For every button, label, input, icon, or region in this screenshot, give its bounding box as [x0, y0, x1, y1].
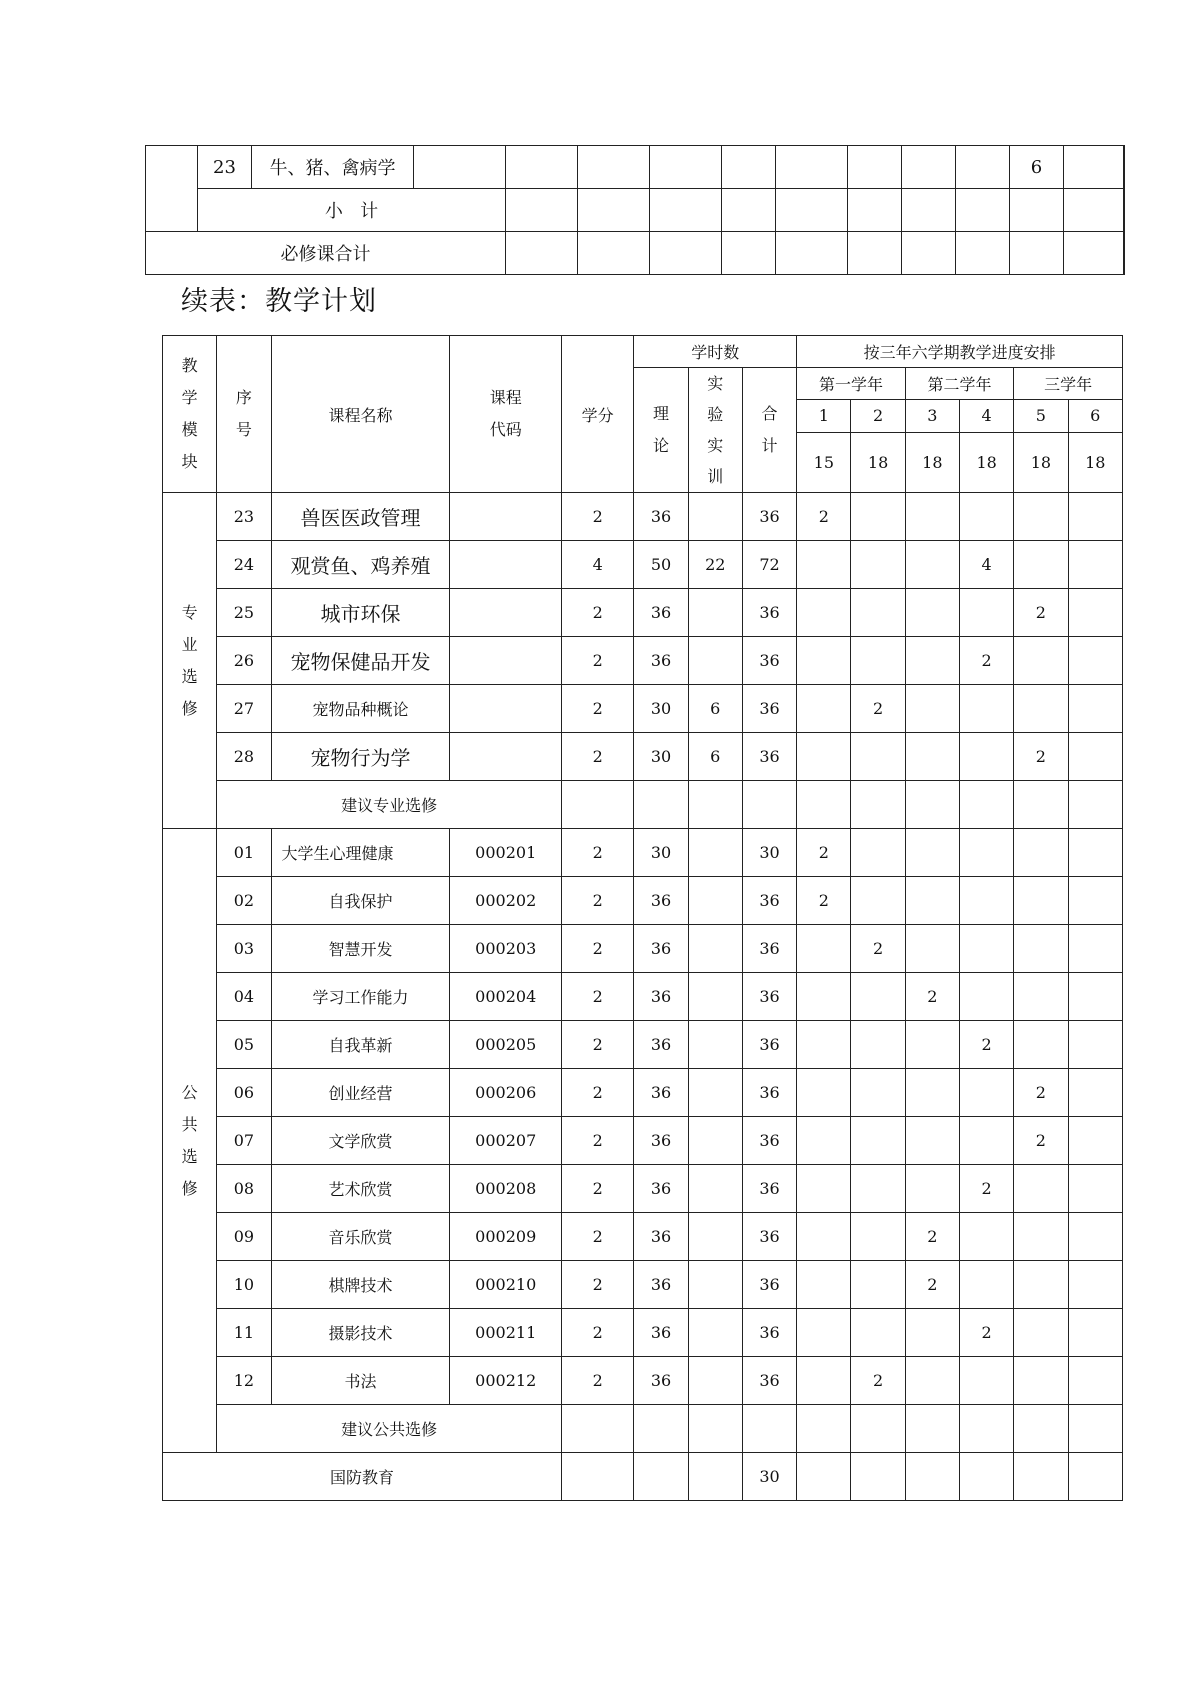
- course-code-cell: [450, 589, 562, 637]
- header-lab: 实 验 实 训: [688, 368, 742, 493]
- table-row: [163, 973, 1123, 1021]
- semester-4-cell: [959, 1261, 1013, 1309]
- credits-cell: 2: [562, 1357, 634, 1405]
- semester-6-cell: [1068, 1213, 1122, 1261]
- semester-2-cell: [851, 829, 905, 877]
- semester-1-cell: [797, 1021, 851, 1069]
- semester-4-cell: 2: [959, 637, 1013, 685]
- total-hours-cell: 36: [742, 685, 796, 733]
- semester-3-cell: [905, 637, 959, 685]
- course-name-cell: 艺术欣赏: [271, 1165, 450, 1213]
- semester-4-cell: [959, 493, 1013, 541]
- course-name-cell: 棋牌技术: [271, 1261, 450, 1309]
- course-name-cell: 宠物品种概论: [271, 685, 450, 733]
- semester-6-cell: [1068, 877, 1122, 925]
- semester-5-cell: [1014, 685, 1068, 733]
- semester-1-cell: [797, 733, 851, 781]
- course-name-cell: 牛、猪、禽病学: [252, 146, 414, 189]
- semester-1-cell: [797, 1117, 851, 1165]
- theory-hours-cell: 36: [634, 1021, 688, 1069]
- semester-1-cell: [797, 925, 851, 973]
- seq-cell: 11: [217, 1309, 271, 1357]
- semester-3-cell: [905, 733, 959, 781]
- course-name-cell: 智慧开发: [271, 925, 450, 973]
- total-hours-cell: 36: [742, 925, 796, 973]
- credits-cell: 2: [562, 1213, 634, 1261]
- lab-hours-cell: 6: [688, 685, 742, 733]
- national-defense-label: 国防教育: [163, 1453, 562, 1501]
- course-code-cell: 000209: [450, 1213, 562, 1261]
- credits-cell: 2: [562, 925, 634, 973]
- module-cell: [146, 146, 198, 232]
- semester-2-cell: [851, 877, 905, 925]
- seq-cell: 28: [217, 733, 271, 781]
- semester-3-cell: [905, 589, 959, 637]
- semester-3-cell: [905, 1357, 959, 1405]
- fragment-required-total-row: [146, 232, 1124, 275]
- semester-6-cell: [1068, 1165, 1122, 1213]
- theory-hours-cell: 36: [634, 877, 688, 925]
- seq-cell: 05: [217, 1021, 271, 1069]
- seq-cell: 01: [217, 829, 271, 877]
- semester-5-cell: 2: [1014, 733, 1068, 781]
- semester-1-cell: [797, 637, 851, 685]
- lab-hours-cell: [688, 493, 742, 541]
- table-row: [163, 541, 1123, 589]
- course-code-cell: 000203: [450, 925, 562, 973]
- table-row: [163, 1021, 1123, 1069]
- semester-6-cell: [1068, 1309, 1122, 1357]
- total-hours-cell: 36: [742, 1021, 796, 1069]
- course-name-cell: 创业经营: [271, 1069, 450, 1117]
- total-hours-cell: 30: [742, 829, 796, 877]
- credits-cell: 2: [562, 733, 634, 781]
- semester-3-cell: [905, 1165, 959, 1213]
- table-row: [163, 1213, 1123, 1261]
- semester-6-cell: [1068, 637, 1122, 685]
- semester-6-cell: [1068, 589, 1122, 637]
- total-hours-cell: 36: [742, 1261, 796, 1309]
- course-code-cell: 000207: [450, 1117, 562, 1165]
- semester-5-cell: [1014, 925, 1068, 973]
- semester-5-cell: [1014, 493, 1068, 541]
- credits-cell: 2: [562, 877, 634, 925]
- semester-3-cell: [905, 685, 959, 733]
- seq-cell: 23: [217, 493, 271, 541]
- credits-cell: 2: [562, 589, 634, 637]
- course-name-cell: 兽医医政管理: [271, 493, 450, 541]
- semester-1-cell: [797, 1309, 851, 1357]
- theory-hours-cell: 30: [634, 733, 688, 781]
- semester-5: 5: [1014, 400, 1068, 432]
- credits-cell: 2: [562, 1165, 634, 1213]
- total-hours-cell: 36: [742, 589, 796, 637]
- seq-cell: 27: [217, 685, 271, 733]
- semester-4-cell: [959, 1117, 1013, 1165]
- seq-cell: 26: [217, 637, 271, 685]
- semester-5-cell: [1014, 973, 1068, 1021]
- course-name-cell: 学习工作能力: [271, 973, 450, 1021]
- semester-5-cell: [1014, 1213, 1068, 1261]
- semester-3-cell: [905, 829, 959, 877]
- course-name-cell: 书法: [271, 1357, 450, 1405]
- weeks-3: 18: [905, 432, 959, 493]
- lab-hours-cell: [688, 1309, 742, 1357]
- semester-3-cell: [905, 1309, 959, 1357]
- table-row: [163, 1309, 1123, 1357]
- header-credits: 学分: [562, 336, 634, 493]
- header-year1: 第一学年: [797, 368, 906, 400]
- lab-hours-cell: [688, 1213, 742, 1261]
- course-name-cell: 文学欣赏: [271, 1117, 450, 1165]
- semester-1-cell: [797, 1213, 851, 1261]
- lab-hours-cell: [688, 1261, 742, 1309]
- course-code-cell: [450, 493, 562, 541]
- semester-4-cell: 2: [959, 1165, 1013, 1213]
- header-year2: 第二学年: [905, 368, 1014, 400]
- semester-4-cell: [959, 685, 1013, 733]
- lab-hours-cell: [688, 1357, 742, 1405]
- lab-hours-cell: [688, 1117, 742, 1165]
- semester-4-cell: [959, 1213, 1013, 1261]
- seq-cell: 25: [217, 589, 271, 637]
- semester-4-cell: [959, 1069, 1013, 1117]
- lab-hours-cell: [688, 1021, 742, 1069]
- lab-hours-cell: [688, 589, 742, 637]
- table-row: [163, 925, 1123, 973]
- total-hours-cell: 36: [742, 877, 796, 925]
- theory-hours-cell: 36: [634, 589, 688, 637]
- semester-3-cell: [905, 541, 959, 589]
- weeks-2: 18: [851, 432, 905, 493]
- total-hours-cell: 36: [742, 973, 796, 1021]
- semester-5-cell: [1014, 1261, 1068, 1309]
- lab-hours-cell: 6: [688, 733, 742, 781]
- semester-2-cell: [851, 541, 905, 589]
- header-year3: 三学年: [1014, 368, 1123, 400]
- lab-hours-cell: [688, 973, 742, 1021]
- course-name-cell: 城市环保: [271, 589, 450, 637]
- semester-2-cell: 2: [851, 685, 905, 733]
- credits-cell: 4: [562, 541, 634, 589]
- semester-3-cell: [905, 1117, 959, 1165]
- table-row: [163, 493, 1123, 541]
- course-code-cell: 000205: [450, 1021, 562, 1069]
- seq-cell: 12: [217, 1357, 271, 1405]
- semester-2-cell: [851, 1117, 905, 1165]
- total-hours-cell: 36: [742, 493, 796, 541]
- semester-3-cell: 2: [905, 973, 959, 1021]
- course-code-cell: [450, 541, 562, 589]
- table-row: [163, 1261, 1123, 1309]
- course-name-cell: 观赏鱼、鸡养殖: [271, 541, 450, 589]
- fragment-row-23: [146, 146, 1124, 189]
- total-hours-cell: 36: [742, 1309, 796, 1357]
- semester-2-cell: [851, 493, 905, 541]
- semester-6-cell: [1068, 829, 1122, 877]
- fragment-subtotal-row: [146, 189, 1124, 232]
- module-cell: 专 业 选 修: [163, 493, 217, 829]
- semester-5-cell: 2: [1014, 589, 1068, 637]
- total-hours-cell: 36: [742, 637, 796, 685]
- lab-hours-cell: [688, 877, 742, 925]
- header-seq: 序 号: [217, 336, 271, 493]
- credits-cell: 2: [562, 1117, 634, 1165]
- total-hours-cell: 36: [742, 1213, 796, 1261]
- theory-hours-cell: 36: [634, 1357, 688, 1405]
- national-defense-total: 30: [742, 1453, 796, 1501]
- weeks-5: 18: [1014, 432, 1068, 493]
- course-name-cell: 宠物行为学: [271, 733, 450, 781]
- required-total-label: 必修课合计: [146, 232, 506, 275]
- subtotal-label: 小 计: [198, 189, 506, 232]
- credits-cell: 2: [562, 1261, 634, 1309]
- weeks-1: 15: [797, 432, 851, 493]
- sem5-cell: 6: [1010, 146, 1064, 189]
- semester-1-cell: [797, 685, 851, 733]
- summary-label: 建议专业选修: [217, 781, 562, 829]
- semester-6-cell: [1068, 685, 1122, 733]
- module-cell: 公 共 选 修: [163, 829, 217, 1453]
- lab-hours-cell: [688, 925, 742, 973]
- semester-4-cell: 2: [959, 1309, 1013, 1357]
- semester-3-cell: [905, 493, 959, 541]
- semester-3-cell: [905, 1069, 959, 1117]
- course-code-cell: [450, 637, 562, 685]
- semester-2-cell: [851, 589, 905, 637]
- total-hours-cell: 36: [742, 1165, 796, 1213]
- theory-hours-cell: 30: [634, 829, 688, 877]
- course-code-cell: 000208: [450, 1165, 562, 1213]
- semester-1-cell: 2: [797, 493, 851, 541]
- seq-cell: 24: [217, 541, 271, 589]
- semester-4-cell: 2: [959, 1021, 1013, 1069]
- course-code-cell: [450, 733, 562, 781]
- semester-5-cell: [1014, 1309, 1068, 1357]
- header-hours: 学时数: [634, 336, 797, 368]
- seq-cell: 02: [217, 877, 271, 925]
- national-defense-row: [163, 1453, 1123, 1501]
- lab-hours-cell: 22: [688, 541, 742, 589]
- table-row: [163, 685, 1123, 733]
- semester-2-cell: [851, 973, 905, 1021]
- semester-3-cell: 2: [905, 1261, 959, 1309]
- seq-cell: 07: [217, 1117, 271, 1165]
- summary-label: 建议公共选修: [217, 1405, 562, 1453]
- lab-hours-cell: [688, 829, 742, 877]
- semester-3-cell: [905, 877, 959, 925]
- table-row: [163, 877, 1123, 925]
- semester-4-cell: [959, 1357, 1013, 1405]
- header-module: 教 学 模 块: [163, 336, 217, 493]
- semester-1-cell: [797, 1261, 851, 1309]
- table-row: [163, 733, 1123, 781]
- semester-1-cell: [797, 1357, 851, 1405]
- semester-4-cell: [959, 925, 1013, 973]
- semester-1-cell: [797, 973, 851, 1021]
- table-row: [163, 1117, 1123, 1165]
- semester-2-cell: 2: [851, 925, 905, 973]
- course-name-cell: 摄影技术: [271, 1309, 450, 1357]
- semester-4-cell: [959, 829, 1013, 877]
- seq-cell: 04: [217, 973, 271, 1021]
- seq-cell: 23: [198, 146, 252, 189]
- table-row: [163, 637, 1123, 685]
- semester-5-cell: [1014, 637, 1068, 685]
- semester-4-cell: [959, 877, 1013, 925]
- course-name-cell: 大学生心理健康: [271, 829, 450, 877]
- semester-4-cell: 4: [959, 541, 1013, 589]
- lab-hours-cell: [688, 1165, 742, 1213]
- course-code-cell: 000212: [450, 1357, 562, 1405]
- header-schedule: 按三年六学期教学进度安排: [797, 336, 1123, 368]
- course-name-cell: 音乐欣赏: [271, 1213, 450, 1261]
- course-code-cell: [450, 685, 562, 733]
- semester-6-cell: [1068, 1069, 1122, 1117]
- semester-3-cell: [905, 1021, 959, 1069]
- theory-hours-cell: 36: [634, 1069, 688, 1117]
- semester-5-cell: 2: [1014, 1117, 1068, 1165]
- semester-1-cell: [797, 589, 851, 637]
- semester-1-cell: 2: [797, 829, 851, 877]
- semester-4-cell: [959, 733, 1013, 781]
- semester-6: 6: [1068, 400, 1122, 432]
- seq-cell: 10: [217, 1261, 271, 1309]
- credits-cell: 2: [562, 1069, 634, 1117]
- credits-cell: 2: [562, 1309, 634, 1357]
- seq-cell: 08: [217, 1165, 271, 1213]
- course-code-cell: 000201: [450, 829, 562, 877]
- weeks-6: 18: [1068, 432, 1122, 493]
- theory-hours-cell: 50: [634, 541, 688, 589]
- course-name-cell: 宠物保健品开发: [271, 637, 450, 685]
- course-name-cell: 自我保护: [271, 877, 450, 925]
- semester-5-cell: [1014, 829, 1068, 877]
- total-hours-cell: 36: [742, 1357, 796, 1405]
- semester-1-cell: 2: [797, 877, 851, 925]
- semester-1-cell: [797, 1069, 851, 1117]
- lab-hours-cell: [688, 637, 742, 685]
- seq-cell: 06: [217, 1069, 271, 1117]
- header-course-code: 课程 代码: [450, 336, 562, 493]
- semester-6-cell: [1068, 1261, 1122, 1309]
- header-row-1: [163, 336, 1123, 368]
- table-row: [163, 1165, 1123, 1213]
- semester-2-cell: [851, 733, 905, 781]
- seq-cell: 09: [217, 1213, 271, 1261]
- semester-2: 2: [851, 400, 905, 432]
- header-theory: 理 论: [634, 368, 688, 493]
- theory-hours-cell: 36: [634, 493, 688, 541]
- course-code-cell: 000202: [450, 877, 562, 925]
- course-code-cell: 000206: [450, 1069, 562, 1117]
- course-code-cell: 000211: [450, 1309, 562, 1357]
- credits-cell: 2: [562, 685, 634, 733]
- semester-2-cell: [851, 1165, 905, 1213]
- header-total: 合 计: [742, 368, 796, 493]
- lab-hours-cell: [688, 1069, 742, 1117]
- semester-5-cell: [1014, 1165, 1068, 1213]
- table-row: [163, 1069, 1123, 1117]
- theory-hours-cell: 36: [634, 1213, 688, 1261]
- semester-2-cell: 2: [851, 1357, 905, 1405]
- total-hours-cell: 72: [742, 541, 796, 589]
- credits-cell: 2: [562, 829, 634, 877]
- semester-5-cell: [1014, 1357, 1068, 1405]
- semester-2-cell: [851, 1069, 905, 1117]
- page-title: 续表：教学计划: [181, 286, 377, 317]
- semester-1-cell: [797, 541, 851, 589]
- semester-3-cell: 2: [905, 1213, 959, 1261]
- semester-6-cell: [1068, 973, 1122, 1021]
- semester-6-cell: [1068, 1357, 1122, 1405]
- course-code-cell: 000204: [450, 973, 562, 1021]
- previous-table-fragment: [145, 145, 1125, 275]
- semester-3-cell: [905, 925, 959, 973]
- semester-1: 1: [797, 400, 851, 432]
- semester-6-cell: [1068, 493, 1122, 541]
- summary-row: [163, 1405, 1123, 1453]
- header-course-name: 课程名称: [271, 336, 450, 493]
- semester-2-cell: [851, 637, 905, 685]
- theory-hours-cell: 36: [634, 1165, 688, 1213]
- semester-2-cell: [851, 1309, 905, 1357]
- semester-4: 4: [959, 400, 1013, 432]
- semester-1-cell: [797, 1165, 851, 1213]
- teaching-plan-table: [162, 335, 1123, 1501]
- semester-4-cell: [959, 589, 1013, 637]
- table-row: [163, 589, 1123, 637]
- weeks-4: 18: [959, 432, 1013, 493]
- semester-6-cell: [1068, 1117, 1122, 1165]
- semester-5-cell: 2: [1014, 1069, 1068, 1117]
- semester-2-cell: [851, 1213, 905, 1261]
- table-row: [163, 1357, 1123, 1405]
- theory-hours-cell: 36: [634, 1261, 688, 1309]
- table-row: [163, 829, 1123, 877]
- theory-hours-cell: 36: [634, 1309, 688, 1357]
- semester-5-cell: [1014, 877, 1068, 925]
- total-hours-cell: 36: [742, 1117, 796, 1165]
- semester-3: 3: [905, 400, 959, 432]
- semester-6-cell: [1068, 925, 1122, 973]
- summary-row: [163, 781, 1123, 829]
- course-code-cell: 000210: [450, 1261, 562, 1309]
- credits-cell: 2: [562, 637, 634, 685]
- semester-6-cell: [1068, 733, 1122, 781]
- total-hours-cell: 36: [742, 733, 796, 781]
- semester-5-cell: [1014, 541, 1068, 589]
- theory-hours-cell: 36: [634, 1117, 688, 1165]
- total-hours-cell: 36: [742, 1069, 796, 1117]
- semester-6-cell: [1068, 1021, 1122, 1069]
- course-name-cell: 自我革新: [271, 1021, 450, 1069]
- semester-4-cell: [959, 973, 1013, 1021]
- theory-hours-cell: 36: [634, 973, 688, 1021]
- semester-2-cell: [851, 1021, 905, 1069]
- seq-cell: 03: [217, 925, 271, 973]
- semester-5-cell: [1014, 1021, 1068, 1069]
- semester-6-cell: [1068, 541, 1122, 589]
- credits-cell: 2: [562, 493, 634, 541]
- credits-cell: 2: [562, 1021, 634, 1069]
- theory-hours-cell: 36: [634, 637, 688, 685]
- theory-hours-cell: 36: [634, 925, 688, 973]
- theory-hours-cell: 30: [634, 685, 688, 733]
- semester-2-cell: [851, 1261, 905, 1309]
- credits-cell: 2: [562, 973, 634, 1021]
